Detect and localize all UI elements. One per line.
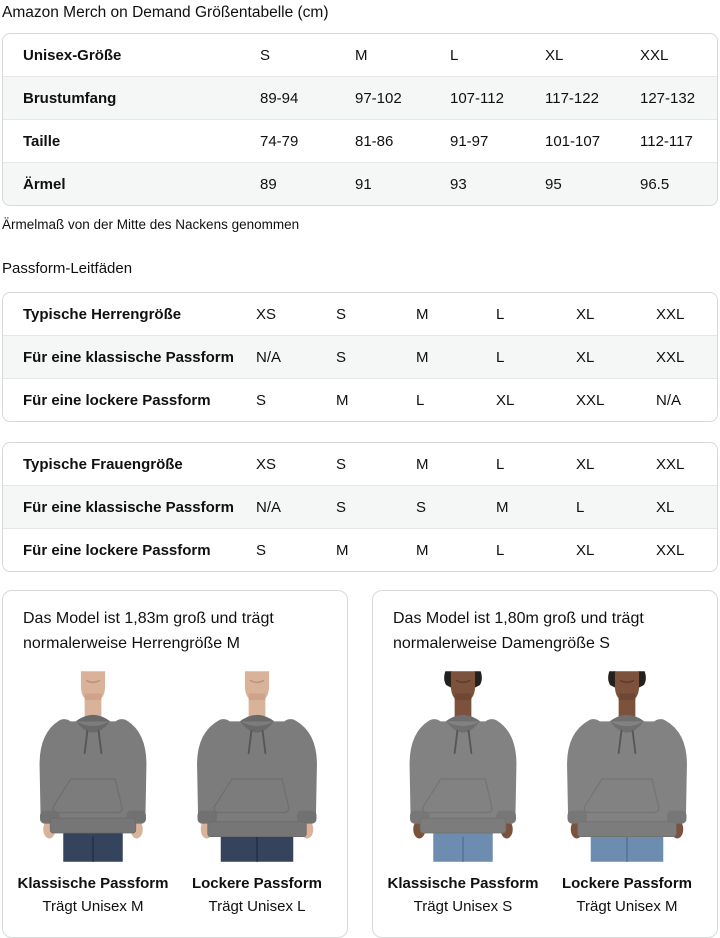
cell-value: L	[576, 498, 585, 516]
unisex-size-table	[2, 33, 718, 206]
mens-fit-guide-table	[2, 292, 718, 422]
figures-row	[381, 664, 709, 916]
cell-value: XL	[656, 498, 675, 516]
cell-value: 101-107	[545, 132, 601, 150]
table-row	[3, 378, 717, 421]
fit-label: Klassische Passform	[387, 875, 539, 892]
cell-value: L	[496, 455, 505, 473]
cell-value: M	[355, 46, 368, 64]
cell-value: M	[336, 391, 349, 409]
row-label: Für eine lockere Passform	[23, 391, 211, 409]
cell-value: S	[336, 348, 347, 366]
table-row	[3, 76, 717, 119]
row-label: Für eine klassische Passform	[23, 498, 234, 516]
cell-value: XXL	[656, 305, 685, 323]
cell-value: S	[260, 46, 271, 64]
cell-value: N/A	[656, 391, 682, 409]
row-label: Brustumfang	[23, 89, 117, 107]
cell-value: 96.5	[640, 175, 670, 193]
worn-size-label: Trägt Unisex S	[413, 898, 513, 915]
womens-fit-guide-table	[2, 442, 718, 572]
cell-value: 112-117	[640, 132, 693, 150]
cell-value: XL	[576, 541, 595, 559]
cell-value: 91-97	[450, 132, 489, 150]
cell-value: S	[336, 455, 347, 473]
cell-value: M	[416, 305, 429, 323]
table-row	[3, 293, 717, 335]
model-figure	[11, 664, 175, 916]
cell-value: XL	[576, 348, 595, 366]
table-row	[3, 335, 717, 378]
row-label: Taille	[23, 132, 61, 150]
fit-label: Lockere Passform	[561, 875, 693, 892]
cell-value: XL	[576, 305, 595, 323]
cell-value: S	[256, 541, 267, 559]
cell-value: L	[496, 541, 505, 559]
cell-value: XL	[496, 391, 515, 409]
fit-guides-heading: Passform-Leitfäden	[2, 260, 133, 277]
model-card-heading: Das Model ist 1,80m groß und trägt normalerweise Damengröße S	[393, 610, 644, 652]
cell-value: M	[336, 541, 349, 559]
cell-value: N/A	[256, 348, 282, 366]
table-row	[3, 443, 717, 485]
cell-value: XS	[256, 305, 277, 323]
cell-value: 95	[545, 175, 562, 193]
table-row	[3, 528, 717, 571]
cell-value: 127-132	[640, 89, 696, 107]
female-model-classic-fit-photo	[384, 664, 542, 869]
male-model-loose-fit-photo	[178, 664, 336, 869]
cell-value: 117-122	[545, 89, 599, 107]
table-row	[3, 119, 717, 162]
row-label: Typische Frauengröße	[23, 455, 183, 473]
cell-value: M	[496, 498, 509, 516]
cell-value: XXL	[640, 46, 669, 64]
row-label: Unisex-Größe	[23, 46, 122, 64]
worn-size-label: Trägt Unisex L	[208, 898, 306, 915]
female-model-card	[372, 590, 718, 938]
cell-value: S	[256, 391, 267, 409]
row-label: Für eine klassische Passform	[23, 348, 234, 366]
cell-value: XXL	[656, 348, 685, 366]
row-label: Für eine lockere Passform	[23, 541, 211, 559]
figures-row	[11, 664, 339, 916]
cell-value: N/A	[256, 498, 282, 516]
page-title: Amazon Merch on Demand Größentabelle (cm)	[2, 4, 329, 21]
cell-value: XXL	[656, 541, 685, 559]
cell-value: L	[496, 305, 505, 323]
cell-value: 91	[355, 175, 372, 193]
cell-value: M	[416, 348, 429, 366]
model-card-heading: Das Model ist 1,83m groß und trägt normalerweise Herrengröße M	[23, 610, 274, 652]
female-model-loose-fit-photo	[548, 664, 706, 869]
cell-value: 89-94	[260, 89, 299, 107]
male-model-card	[2, 590, 348, 938]
cell-value: XL	[576, 455, 595, 473]
model-figure	[381, 664, 545, 916]
table-row	[3, 485, 717, 528]
table-row	[3, 162, 717, 205]
model-figure	[175, 664, 339, 916]
fit-label: Lockere Passform	[191, 875, 323, 892]
cell-value: 93	[450, 175, 467, 193]
table-row	[3, 34, 717, 76]
cell-value: XXL	[656, 455, 685, 473]
cell-value: L	[496, 348, 505, 366]
cell-value: 107-112	[450, 89, 504, 107]
cell-value: 81-86	[355, 132, 394, 150]
cell-value: XXL	[576, 391, 605, 409]
cell-value: L	[450, 46, 459, 64]
cell-value: M	[416, 455, 429, 473]
fit-label: Klassische Passform	[17, 875, 169, 892]
model-figure	[545, 664, 709, 916]
worn-size-label: Trägt Unisex M	[576, 898, 678, 915]
cell-value: S	[336, 305, 347, 323]
row-label: Ärmel	[23, 175, 66, 193]
cell-value: XL	[545, 46, 564, 64]
worn-size-label: Trägt Unisex M	[42, 898, 144, 915]
cell-value: S	[336, 498, 347, 516]
sleeve-measurement-footnote: Ärmelmaß von der Mitte des Nackens genommen	[2, 217, 300, 232]
cell-value: L	[416, 391, 425, 409]
cell-value: 97-102	[355, 89, 402, 107]
cell-value: M	[416, 541, 429, 559]
cell-value: S	[416, 498, 427, 516]
cell-value: 74-79	[260, 132, 299, 150]
cell-value: 89	[260, 175, 277, 193]
male-model-classic-fit-photo	[14, 664, 172, 869]
model-cards-row	[2, 590, 718, 938]
cell-value: XS	[256, 455, 277, 473]
row-label: Typische Herrengröße	[23, 305, 182, 323]
